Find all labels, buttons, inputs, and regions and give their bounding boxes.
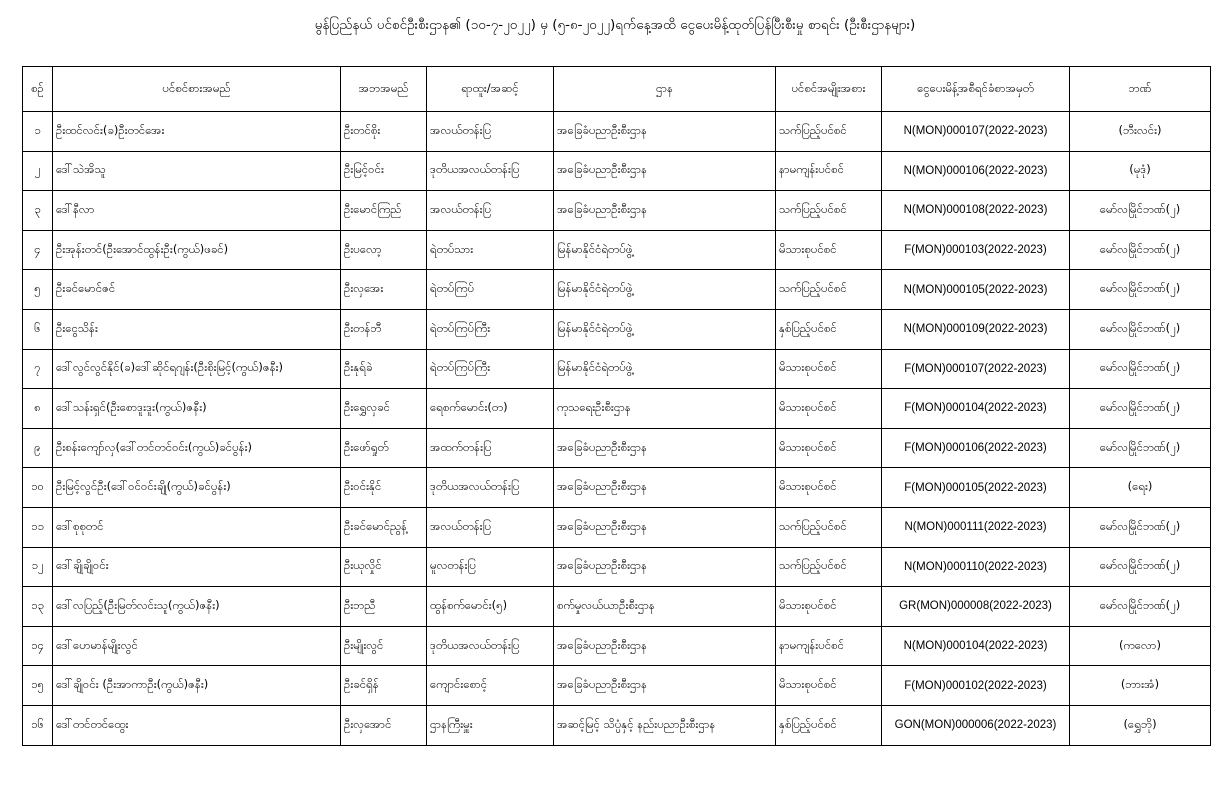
cell-pension-type: နှစ်ပြည့်ပင်စင် (776, 309, 882, 349)
cell-rank: ရဲတပ်ကြပ်ကြီး (427, 349, 554, 389)
cell-department: အခြေခံပညာဦးစီးဌာန (554, 666, 776, 706)
cell-department: အခြေခံပညာဦးစီးဌာန (554, 626, 776, 666)
header-department: ဌာန (554, 67, 776, 112)
cell-father-name: ဦးဖော်ရှုတ် (341, 428, 427, 468)
cell-rank: ကျောင်းစောင့် (427, 666, 554, 706)
cell-rank: အလယ်တန်းပြ (427, 507, 554, 547)
header-payment-order-no: ငွေပေးမိန့်အစီရင်ခံစာအမှတ် (882, 67, 1070, 112)
cell-rank: ရဲတပ်ကြပ် (427, 270, 554, 310)
cell-department: မြန်မာနိုင်ငံရဲတပ်ဖွဲ့ (554, 309, 776, 349)
cell-pension-type: သက်ပြည့်ပင်စင် (776, 112, 882, 152)
table-row (23, 547, 1211, 587)
cell-department: အခြေခံပညာဦးစီးဌာန (554, 112, 776, 152)
cell-pension-type: မိသားစုပင်စင် (776, 428, 882, 468)
table-row (23, 112, 1211, 152)
cell-bank: မော်လမြိုင်ဘဏ်(၂) (1070, 587, 1211, 627)
cell-rank: ရေစက်မောင်း(တ) (427, 389, 554, 429)
cell-payment-order-no: N(MON)000105(2022-2023) (882, 270, 1070, 310)
cell-pension-type: မိသားစုပင်စင် (776, 468, 882, 508)
cell-bank: (ဘားအံ) (1070, 666, 1211, 706)
cell-department: ကုသရေးဦးစီးဌာန (554, 389, 776, 429)
cell-pensioner-name: ဒေါ်ချိုဝင်း (ဦးအာကာဦး(ကွယ်)ဇနီး) (53, 666, 341, 706)
cell-department: စက်မှုလယ်ယာဦးစီးဌာန (554, 587, 776, 627)
cell-payment-order-no: F(MON)000104(2022-2023) (882, 389, 1070, 429)
header-bank: ဘဏ် (1070, 67, 1211, 112)
cell-department: အခြေခံပညာဦးစီးဌာန (554, 151, 776, 191)
cell-pension-type: မိသားစုပင်စင် (776, 666, 882, 706)
cell-rank: မူလတန်းပြ (427, 547, 554, 587)
cell-pension-type: နာမကျန်းပင်စင် (776, 626, 882, 666)
cell-department: အခြေခံပညာဦးစီးဌာန (554, 468, 776, 508)
cell-serial: ၁၄ (23, 626, 53, 666)
cell-department: အခြေခံပညာဦးစီးဌာန (554, 547, 776, 587)
cell-father-name: ဦးမောင်ကြည် (341, 191, 427, 231)
cell-pension-type: သက်ပြည့်ပင်စင် (776, 191, 882, 231)
cell-serial: ၁၃ (23, 587, 53, 627)
cell-rank: အလယ်တန်းပြ (427, 191, 554, 231)
cell-payment-order-no: F(MON)000103(2022-2023) (882, 230, 1070, 270)
cell-serial: ၁ (23, 112, 53, 152)
cell-pensioner-name: ဒေါ်လပြည့်(ဦးမြတ်လင်းသူ(ကွယ်)ဇနီး) (53, 587, 341, 627)
cell-serial: ၉ (23, 428, 53, 468)
cell-payment-order-no: F(MON)000102(2022-2023) (882, 666, 1070, 706)
table-row (23, 309, 1211, 349)
cell-bank: မော်လမြိုင်ဘဏ်(၂) (1070, 230, 1211, 270)
cell-pensioner-name: ဦးအုန်းတင်(ဦးအောင်ထွန်းဦး(ကွယ်)ဖခင်) (53, 230, 341, 270)
cell-bank: မော်လမြိုင်ဘဏ်(၂) (1070, 547, 1211, 587)
cell-bank: မော်လမြိုင်ဘဏ်(၂) (1070, 191, 1211, 231)
cell-payment-order-no: F(MON)000107(2022-2023) (882, 349, 1070, 389)
cell-payment-order-no: N(MON)000108(2022-2023) (882, 191, 1070, 231)
cell-father-name: ဦးတန်ဘီ (341, 309, 427, 349)
cell-serial: ၄ (23, 230, 53, 270)
cell-bank: (ရေး) (1070, 468, 1211, 508)
cell-pension-type: မိသားစုပင်စင် (776, 389, 882, 429)
table-row (23, 428, 1211, 468)
cell-father-name: ဦးမျိုးလွင် (341, 626, 427, 666)
cell-payment-order-no: N(MON)000107(2022-2023) (882, 112, 1070, 152)
cell-department: မြန်မာနိုင်ငံရဲတပ်ဖွဲ့ (554, 270, 776, 310)
cell-serial: ၁၁ (23, 507, 53, 547)
cell-pension-type: မိသားစုပင်စင် (776, 587, 882, 627)
cell-pensioner-name: ဦးငွေသိန်း (53, 309, 341, 349)
table-row (23, 270, 1211, 310)
cell-department: မြန်မာနိုင်ငံရဲတပ်ဖွဲ့ (554, 349, 776, 389)
cell-father-name: ဦးမြင့်ဝင်း (341, 151, 427, 191)
cell-serial: ၈ (23, 389, 53, 429)
cell-serial: ၇ (23, 349, 53, 389)
table-row (23, 468, 1211, 508)
cell-serial: ၁၆ (23, 705, 53, 745)
cell-pensioner-name: ဒေါ်သန်းရှင်(ဦးစောဒူးဒူး(ကွယ်)ဇနီး) (53, 389, 341, 429)
cell-pensioner-name: ဒေါ်လွင်လွင်နိုင်(ခ)ဒေါ်ဆိုင်ရဂျန်း(ဦးစိုးမြင့်(ကွယ်)ဇနီး) (53, 349, 341, 389)
cell-rank: ရဲတပ်ကြပ်ကြီး (427, 309, 554, 349)
cell-payment-order-no: N(MON)000104(2022-2023) (882, 626, 1070, 666)
cell-bank: (ကလော) (1070, 626, 1211, 666)
cell-bank: မော်လမြိုင်ဘဏ်(၂) (1070, 309, 1211, 349)
cell-rank: ရဲတပ်သား (427, 230, 554, 270)
cell-pension-type: မိသားစုပင်စင် (776, 349, 882, 389)
cell-pension-type: သက်ပြည့်ပင်စင် (776, 507, 882, 547)
cell-father-name: ဦးတင်စိုး (341, 112, 427, 152)
cell-bank: မော်လမြိုင်ဘဏ်(၂) (1070, 349, 1211, 389)
cell-pension-type: နှစ်ပြည့်ပင်စင် (776, 705, 882, 745)
cell-department: မြန်မာနိုင်ငံရဲတပ်ဖွဲ့ (554, 230, 776, 270)
cell-payment-order-no: GON(MON)000006(2022-2023) (882, 705, 1070, 745)
cell-pensioner-name: ဦးစန်းကျော်လှ(ဒေါ်တင်တင်ဝင်း(ကွယ်)ခင်ပွန်း) (53, 428, 341, 468)
header-serial: စဉ် (23, 67, 53, 112)
cell-pensioner-name: ဒေါ်တင်တင်ထွေး (53, 705, 341, 745)
cell-pensioner-name: ဦးမြင့်လွင်ဦး(ဒေါ်ဝင်ဝင်းချို(ကွယ်)ခင်ပွန်း) (53, 468, 341, 508)
cell-payment-order-no: F(MON)000105(2022-2023) (882, 468, 1070, 508)
cell-pension-type: မိသားစုပင်စင် (776, 230, 882, 270)
cell-bank: မော်လမြိုင်ဘဏ်(၂) (1070, 507, 1211, 547)
cell-department: အခြေခံပညာဦးစီးဌာန (554, 507, 776, 547)
table-row (23, 389, 1211, 429)
cell-payment-order-no: N(MON)000109(2022-2023) (882, 309, 1070, 349)
cell-payment-order-no: N(MON)000111(2022-2023) (882, 507, 1070, 547)
table-header (23, 67, 1211, 112)
cell-father-name: ဦးရွှေလှခင် (341, 389, 427, 429)
cell-serial: ၅ (23, 270, 53, 310)
table-row (23, 507, 1211, 547)
cell-father-name: ဦးခင်ရှိန် (341, 666, 427, 706)
cell-pensioner-name: ဒေါ်သဲအိသူ (53, 151, 341, 191)
cell-rank: ထွန်စက်မောင်း(၅) (427, 587, 554, 627)
header-pension-type: ပင်စင်အမျိုးအစား (776, 67, 882, 112)
cell-bank: (ဘီးလင်း) (1070, 112, 1211, 152)
table-row (23, 705, 1211, 745)
table-row (23, 349, 1211, 389)
header-rank: ရာထူး/အဆင့် (427, 67, 554, 112)
document-title: မွန်ပြည်နယ် ပင်စင်ဦးစီးဌာန၏ (၁၀-၇-၂၀၂၂) မှ (၅-၈-၂၀၂၂)ရက်နေ့အထိ ငွေပေးမိန့်ထုတ်ပြန်ပြီးစီးမှု စာရင်း (ဦးစီးဌာနများ) (314, 17, 916, 33)
cell-rank: ဌာနကြီးမှူး (427, 705, 554, 745)
cell-rank: အထက်တန်းပြ (427, 428, 554, 468)
table-row (23, 666, 1211, 706)
cell-payment-order-no: F(MON)000106(2022-2023) (882, 428, 1070, 468)
cell-pensioner-name: ဒေါ်ချိုချိုဝင်း (53, 547, 341, 587)
table-row (23, 587, 1211, 627)
cell-father-name: ဦးနုရ်ခဲ (341, 349, 427, 389)
cell-pensioner-name: ဦးထင်လင်း(ခ)ဦးတင်အေး (53, 112, 341, 152)
cell-father-name: ဦးလှအေး (341, 270, 427, 310)
cell-pension-type: နာမကျန်းပင်စင် (776, 151, 882, 191)
cell-pension-type: သက်ပြည့်ပင်စင် (776, 547, 882, 587)
table-row (23, 230, 1211, 270)
cell-bank: မော်လမြိုင်ဘဏ်(၂) (1070, 270, 1211, 310)
cell-department: အခြေခံပညာဦးစီးဌာန (554, 428, 776, 468)
cell-payment-order-no: N(MON)000106(2022-2023) (882, 151, 1070, 191)
cell-department: အဆင့်မြင့် သိပ္ပံနှင့် နည်းပညာဦးစီးဌာန (554, 705, 776, 745)
cell-rank: ဒုတိယအလယ်တန်းပြ (427, 626, 554, 666)
cell-serial: ၃ (23, 191, 53, 231)
table-body (23, 112, 1211, 746)
cell-payment-order-no: GR(MON)000008(2022-2023) (882, 587, 1070, 627)
cell-pensioner-name: ဒေါ်ဟေမာန်မျိုးလွင် (53, 626, 341, 666)
cell-father-name: ဦးပလော့ (341, 230, 427, 270)
table-row (23, 151, 1211, 191)
cell-serial: ၂ (23, 151, 53, 191)
cell-serial: ၁၅ (23, 666, 53, 706)
cell-pensioner-name: ဦးခင်မောင်ဇင် (53, 270, 341, 310)
cell-pension-type: သက်ပြည့်ပင်စင် (776, 270, 882, 310)
cell-father-name: ဦးဝင်းနိုင် (341, 468, 427, 508)
cell-rank: အလယ်တန်းပြ (427, 112, 554, 152)
header-row (23, 67, 1211, 112)
cell-father-name: ဦးလှအောင် (341, 705, 427, 745)
header-father-name: အဘအမည် (341, 67, 427, 112)
cell-pensioner-name: ဒေါ်နီလာ (53, 191, 341, 231)
cell-payment-order-no: N(MON)000110(2022-2023) (882, 547, 1070, 587)
cell-bank: (မုဒုံ) (1070, 151, 1211, 191)
table-row (23, 191, 1211, 231)
cell-bank: မော်လမြိုင်ဘဏ်(၂) (1070, 428, 1211, 468)
cell-serial: ၁၀ (23, 468, 53, 508)
header-pensioner-name: ပင်စင်စားအမည် (53, 67, 341, 112)
cell-pensioner-name: ဒေါ်စုစုတင် (53, 507, 341, 547)
cell-serial: ၆ (23, 309, 53, 349)
pension-roster-table (22, 66, 1211, 746)
cell-rank: ဒုတိယအလယ်တန်းပြ (427, 468, 554, 508)
cell-father-name: ဦးဘညီ (341, 587, 427, 627)
cell-rank: ဒုတိယအလယ်တန်းပြ (427, 151, 554, 191)
cell-serial: ၁၂ (23, 547, 53, 587)
cell-bank: မော်လမြိုင်ဘဏ်(၂) (1070, 389, 1211, 429)
cell-department: အခြေခံပညာဦးစီးဌာန (554, 191, 776, 231)
cell-father-name: ဦးယုလှိုင် (341, 547, 427, 587)
cell-father-name: ဦးခင်မောင်ညွန့် (341, 507, 427, 547)
cell-bank: (ရွှေဘို) (1070, 705, 1211, 745)
table-row (23, 626, 1211, 666)
